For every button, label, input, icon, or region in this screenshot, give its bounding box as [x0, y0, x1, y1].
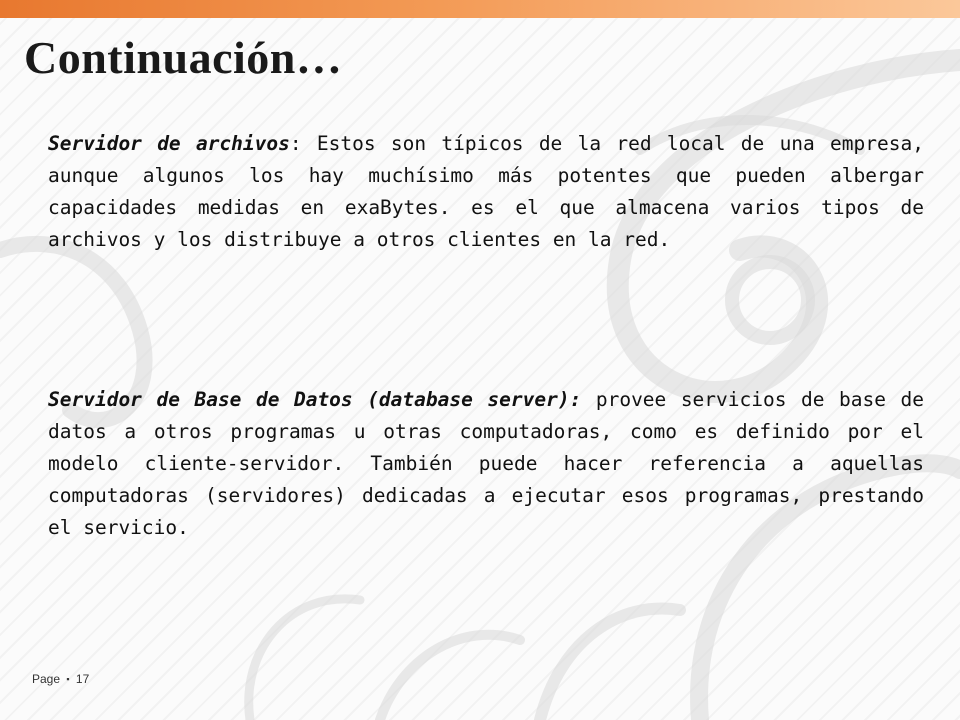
paragraph-database-server: [48, 384, 924, 544]
paragraph-lead: Servidor de archivos: [48, 132, 290, 155]
paragraph-body: provee servicios de base de datos a otros programas u otras computadoras, como es definido por el modelo cliente-servidor. También puede hacer referencia a aquellas computadoras (servidores) dedicadas a ejecutar esos programas, prestando el servicio.: [48, 388, 924, 539]
page-label: Page: [32, 672, 61, 686]
page-footer: [32, 672, 89, 686]
paragraph-file-server: [48, 128, 924, 256]
page-number: 17: [75, 672, 90, 686]
paragraph-body: : Estos son típicos de la red local de una empresa, aunque algunos los hay muchísimo más potentes que pueden albergar capacidades medidas en exaBytes. es el que almacena varios tipos de archivos y los distribuye a otros clientes en la red.: [48, 132, 924, 251]
paragraph-lead: Servidor de Base de Datos (database server):: [48, 388, 582, 411]
slide-title: Continuación…: [24, 32, 343, 83]
bullet-separator-icon: ▪: [66, 674, 70, 684]
